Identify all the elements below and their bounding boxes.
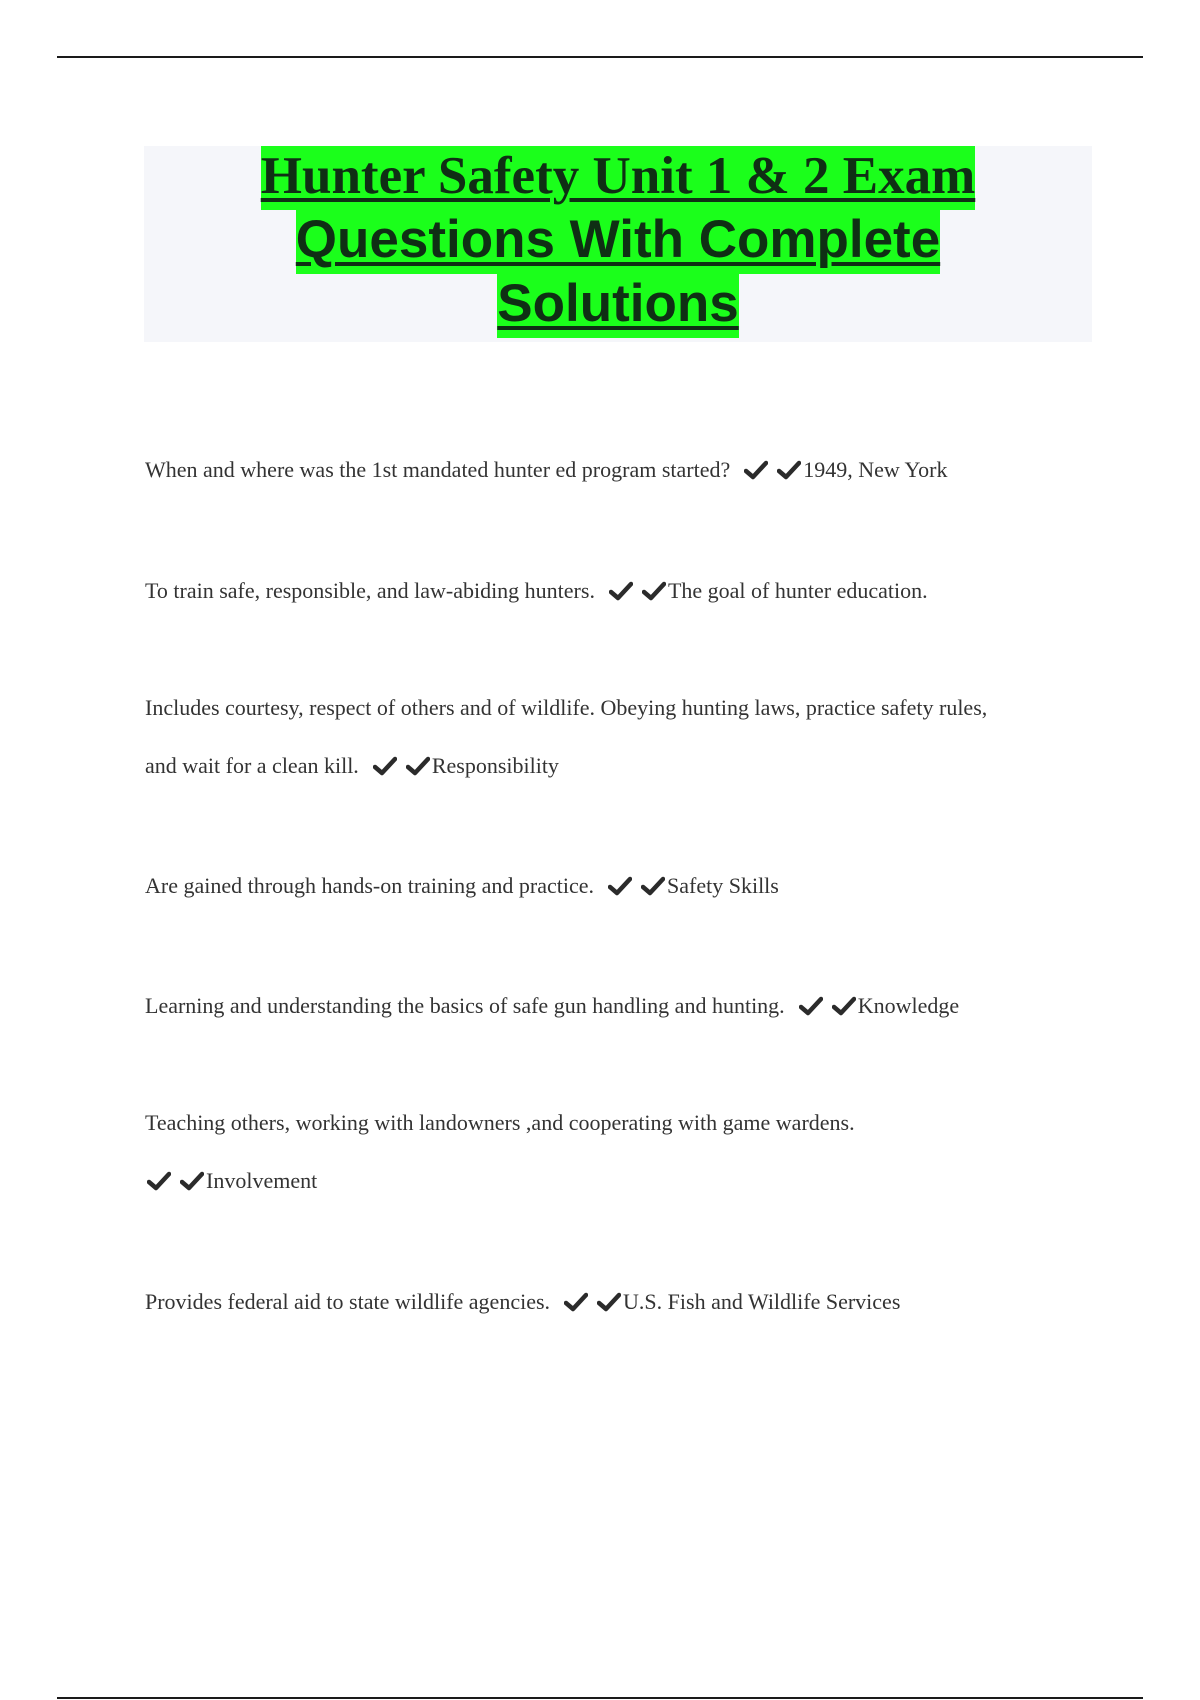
check-icon xyxy=(564,1292,588,1312)
question-text-line-1: Includes courtesy, respect of others and of wildlife. Obeying hunting laws, practice safety rules, xyxy=(145,695,988,720)
check-icon xyxy=(608,876,632,896)
answer-text: 1949, New York xyxy=(803,457,948,482)
check-icon xyxy=(373,756,397,776)
answer-text: Knowledge xyxy=(857,993,960,1018)
check-icon xyxy=(406,756,430,776)
title-banner xyxy=(144,146,1092,342)
qa-item-1 xyxy=(145,441,1095,499)
check-icon xyxy=(641,876,665,896)
answer-checks xyxy=(609,562,666,620)
question-text: When and where was the 1st mandated hunter ed program started? xyxy=(145,457,731,482)
qa-item-3 xyxy=(145,679,1095,795)
question-text: Learning and understanding the basics of safe gun handling and hunting. xyxy=(145,993,785,1018)
page-title-line-1: Hunter Safety Unit 1 & 2 Exam xyxy=(261,146,976,210)
check-icon xyxy=(744,460,768,480)
check-icon xyxy=(777,460,801,480)
check-icon xyxy=(642,581,666,601)
answer-text: Responsibility xyxy=(431,753,559,778)
answer-checks xyxy=(799,977,856,1035)
check-icon xyxy=(147,1171,171,1191)
question-text: Provides federal aid to state wildlife agencies. xyxy=(145,1289,551,1314)
answer-checks xyxy=(373,737,430,795)
check-icon xyxy=(597,1292,621,1312)
question-text: Are gained through hands-on training and practice. xyxy=(145,873,595,898)
answer-checks xyxy=(608,857,665,915)
answer-checks xyxy=(744,441,801,499)
question-text: To train safe, responsible, and law-abiding hunters. xyxy=(145,578,595,603)
answer-text: Safety Skills xyxy=(667,873,779,898)
qa-item-7 xyxy=(145,1273,1095,1331)
page-title-line-2: Questions With Complete xyxy=(296,210,940,274)
qa-item-6 xyxy=(145,1094,1095,1210)
qa-item-2 xyxy=(145,562,1095,620)
answer-checks xyxy=(564,1273,621,1331)
bottom-divider xyxy=(57,1697,1143,1699)
question-text: Teaching others, working with landowners ,and cooperating with game wardens. xyxy=(145,1110,855,1135)
answer-text: Involvement xyxy=(206,1168,318,1193)
qa-item-5 xyxy=(145,977,1095,1035)
check-icon xyxy=(609,581,633,601)
answer-checks xyxy=(147,1152,204,1210)
answer-text: U.S. Fish and Wildlife Services xyxy=(623,1289,901,1314)
top-divider xyxy=(57,56,1143,58)
check-icon xyxy=(180,1171,204,1191)
check-icon xyxy=(832,996,856,1016)
question-text-line-2: and wait for a clean kill. xyxy=(145,753,359,778)
answer-text: The goal of hunter education. xyxy=(667,578,928,603)
qa-item-4 xyxy=(145,857,1095,915)
check-icon xyxy=(799,996,823,1016)
page-title-line-3: Solutions xyxy=(497,274,738,338)
